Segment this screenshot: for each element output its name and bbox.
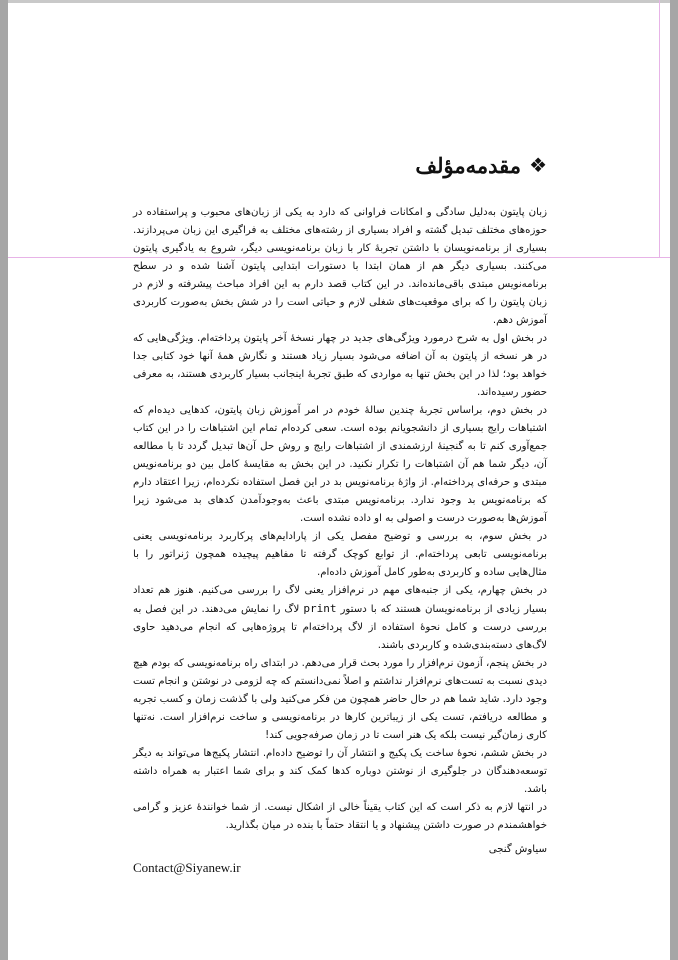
left-page-margin [0,0,8,960]
code-print: print [303,602,337,615]
paragraph: در بخش ششم، نحوهٔ ساخت یک پکیج و انتشار آن را توضیح داده‌ام. انتشار پکیج‌ها می‌تواند به دیگر توسعه‌دهندگان در جلوگیری از نوشتن دوباره کدها کمک کند و برای شما اعتبار به همراه داشته باشد. [133,748,547,795]
section-heading [133,140,547,190]
paragraph-text: لاگ را نمایش می‌دهند. در این فصل به بررسی درست و کامل نحوهٔ استفاده از لاگ پرداخته‌ام تا پروژه‌هایی که انجام می‌دهید حاوی لاگ‌های دسته‌بندی‌شده و کاربردی باشند. [133,604,547,651]
paragraph: در بخش دوم، براساس تجربهٔ چندین سالهٔ خودم در امر آموزش زبان پایتون، کدهایی دیده‌ام که اشتباهات رایج بسیاری از دانشجویانم بوده است. سعی کرده‌ام تمام این اشتباهات را در این کتاب جمع‌آوری کنم تا به گنجینهٔ ارزشمندی از اشتباهات رایج و روش حل آن‌ها تبدیل گردد تا با مطالعه آن، دیگر شما هم آن اشتباهات را تکرار نکنید. در این بخش به مقایسهٔ کامل بین دو برنامه‌نویس مبتدی و حرفه‌ای پرداخته‌ام. از واژهٔ برنامه‌نویس بد در این فصل استفاده نکرده‌ام، زیرا اعتقاد دارم که برنامه‌نویس بد وجود ندارد. برنامه‌نویس مبتدی باعث به‌وجودآمدن کدهای بد می‌شود زیرا آموزش‌ها به‌صورت درست و اصولی به او داده نشده است. [133,405,547,524]
four-diamond-icon: ❖ [529,153,547,177]
paragraph-text: در بخش چهارم، یکی از جنبه‌های مهم در نرم‌افزار یعنی لاگ را بررسی می‌کنیم. هنوز هم تعداد بسیار زیادی از برنامه‌نویسان هستند که با دستور [133,585,547,615]
document-page [133,140,547,877]
page-title: مقدمه‌مؤلف [415,152,522,178]
paragraph: در بخش پنجم، آزمون نرم‌افزار را مورد بحث قرار می‌دهم. در ابتدای راه برنامه‌نویسی که بودم هیچ دیدی نسبت به تست‌های نرم‌افزار نداشتم و اصلاً نمی‌دانستم که چه لزومی در نوشتن و انجام تست وجود دارد. شاید شما هم در حال حاضر همچون من فکر می‌کنید ولی با گذشت زمان و کسب تجربه و مطالعه دریافتم، تست یکی از زیباترین کارها در برنامه‌نویسی و ساخت نرم‌افزار است. نه‌تنها کاری زمان‌گیر نیست بلکه یک هنر است تا در زمان صرفه‌جویی کند! [133,658,547,741]
paragraph: در بخش سوم، به بررسی و توضیح مفصل یکی از پارادایم‌های پرکاربرد برنامه‌نویسی یعنی برنامه‌نویسی تابعی پرداخته‌ام. از توابع کوچک گرفته تا مفاهیم پیچیده همچون ژنراتور را با مثال‌هایی ساده و کاربردی به‌طور کامل آموزش داده‌ام. [133,531,547,578]
top-page-edge [8,0,670,3]
signature-block [133,841,547,877]
paragraph [133,582,547,655]
author-name: سیاوش گنجی [488,844,547,855]
contact-email: Contact@Siyanew.ir [133,860,241,875]
vertical-guide-line [659,0,660,258]
paragraph: در انتها لازم به ذکر است که این کتاب یقیناً خالی از اشکال نیست. از شما خوانندهٔ عزیز و گرامی خواهشمندم در صورت داشتن پیشنهاد و یا انتقاد حتماً با بنده در میان بگذارید. [133,802,547,831]
paragraph: زبان پایتون به‌دلیل سادگی و امکانات فراوانی که دارد به یکی از زبان‌های محبوب و پراستفاده در حوزه‌های مختلف تبدیل گشته و افراد بسیاری از رشته‌های مختلف به فراگیری این زبان می‌پردازند. بسیاری از برنامه‌نویسان با داشتن تجربهٔ کار با زبان برنامه‌نویسی دیگر، شروع به یادگیری پایتون می‌کنند. بسیاری دیگر هم از همان ابتدا با دستورات ابتدایی پایتون آشنا شده و در سطح برنامه‌نویس مبتدی باقی‌مانده‌اند. در این کتاب قصد دارم به این افراد مباحث پیشرفته و لازم در زبان پایتون را که برای موقعیت‌های شغلی لازم و حیاتی است را در شش بخش به‌صورت کاربردی آموزش دهم. [133,207,547,326]
paragraph: در بخش اول به شرح درمورد ویژگی‌های جدید در چهار نسخهٔ آخر پایتون پرداخته‌ام. ویژگی‌هایی که در هر نسخه از پایتون به آن اضافه می‌شود بسیار زیاد هستند و نگارش همهٔ آنها خود کتابی جدا خواهد بود؛ لذا در این بخش تنها به مواردی که طبق تجربهٔ اینجانب بسیار کاربردی هستند، به معرفی حضور رسیده‌اند. [133,333,547,398]
right-page-margin [670,0,678,960]
document-body [133,204,547,835]
